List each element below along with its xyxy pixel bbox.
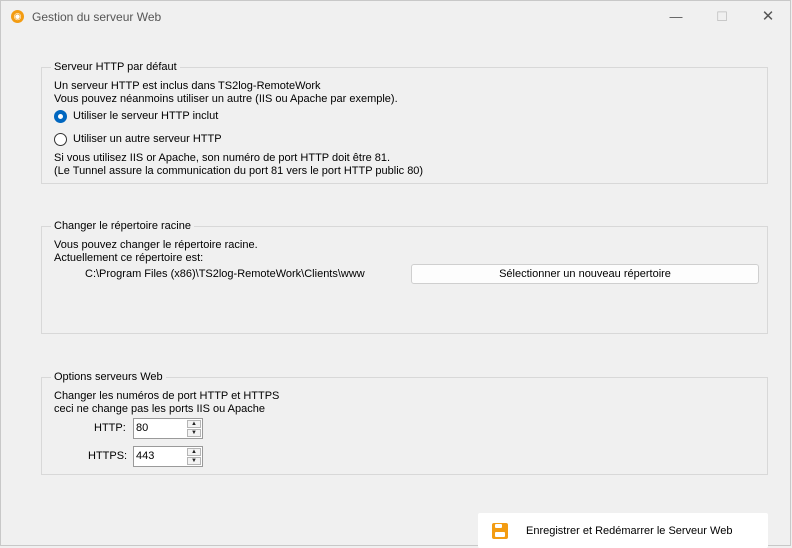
- floppy-disk-icon: [492, 523, 508, 539]
- radio-other-server-label[interactable]: Utiliser un autre serveur HTTP: [73, 133, 222, 145]
- https-port-stepper[interactable]: [133, 446, 203, 467]
- save-restart-label: Enregistrer et Redémarrer le Serveur Web: [526, 525, 733, 537]
- title-bar[interactable]: [1, 1, 790, 32]
- root-intro-line-1: Vous pouvez changer le répertoire racine.: [54, 239, 258, 251]
- globe-icon: ◉: [11, 10, 24, 23]
- http-server-group-title: Serveur HTTP par défaut: [54, 61, 177, 73]
- maximize-button[interactable]: ☐: [716, 9, 728, 24]
- close-button[interactable]: ✕: [761, 8, 775, 25]
- web-options-group-title: Options serveurs Web: [54, 371, 163, 383]
- root-intro-line-2: Actuellement ce répertoire est:: [54, 252, 204, 264]
- http-port-value[interactable]: 80: [136, 422, 149, 434]
- radio-builtin-server[interactable]: [54, 110, 67, 123]
- select-directory-button[interactable]: Sélectionner un nouveau répertoire: [411, 264, 759, 284]
- https-port-label: HTTPS:: [88, 450, 128, 462]
- current-root-path: C:\Program Files (x86)\TS2log-RemoteWork\Clients\www: [85, 268, 365, 280]
- https-port-value[interactable]: 443: [136, 450, 155, 462]
- minimize-button[interactable]: —: [669, 9, 683, 24]
- radio-builtin-server-label[interactable]: Utiliser le serveur HTTP inclut: [73, 110, 219, 122]
- http-port-label: HTTP:: [94, 422, 126, 434]
- root-directory-group-title: Changer le répertoire racine: [54, 220, 191, 232]
- radio-other-server[interactable]: [54, 133, 67, 146]
- http-port-note-2: (Le Tunnel assure la communication du port 81 vers le port HTTP public 80): [54, 165, 424, 177]
- https-port-arrows: [187, 448, 201, 465]
- http-port-stepper[interactable]: [133, 418, 203, 439]
- window-title: Gestion du serveur Web: [32, 10, 162, 24]
- ports-intro-line-1: Changer les numéros de port HTTP et HTTPS: [54, 390, 280, 402]
- http-intro-line-2: Vous pouvez néanmoins utiliser un autre (IIS ou Apache par exemple).: [54, 93, 398, 105]
- save-restart-button[interactable]: [478, 513, 768, 548]
- down-arrow-icon[interactable]: ▼: [187, 457, 201, 465]
- down-arrow-icon[interactable]: ▼: [187, 429, 201, 437]
- http-port-note-1: Si vous utilisez IIS or Apache, son numéro de port HTTP doit être 81.: [54, 152, 391, 164]
- ports-intro-line-2: ceci ne change pas les ports IIS ou Apache: [54, 403, 265, 415]
- up-arrow-icon[interactable]: ▲: [187, 448, 201, 456]
- http-port-arrows: [187, 420, 201, 437]
- http-intro-line-1: Un serveur HTTP est inclus dans TS2log-RemoteWork: [54, 80, 321, 92]
- up-arrow-icon[interactable]: ▲: [187, 420, 201, 428]
